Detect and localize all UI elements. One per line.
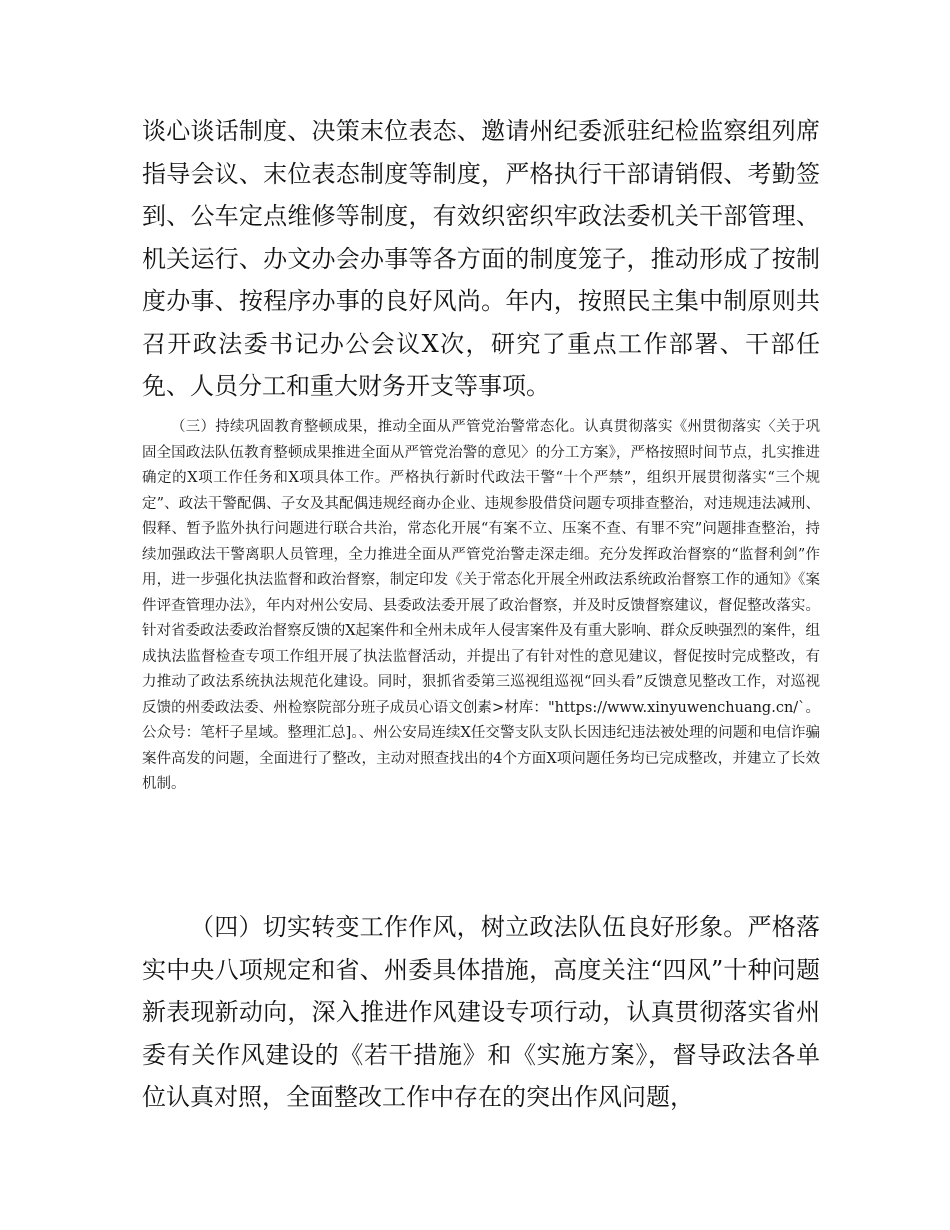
section-three-paragraph: （三）持续巩固教育整顿成果，推动全面从严管党治警常态化。认真贯彻落实《州贯彻落实〈关于巩固全国政法队伍教育整顿成果推进全面从严管党治警的意见〉的分工方案》，严格按照时间节点，扎实推进确定的X项工作任务和X项具体工作。严格执行新时代政法干警“十个严禁”，组织开展贯彻落实“三个规定”、政法干警配偶、子女及其配偶违规经商办企业、违规参股借贷问题专项排查整治，对违规违法减刑、假释、暂予监外执行问题进行联合共治，常态化开展“有案不立、压案不查、有罪不究”问题排查整治，持续加强政法干警离职人员管理，全力推进全面从严管党治警走深走细。充分发挥政治督察的“监督利剑”作用，进一步强化执法监督和政治督察，制定印发《关于常态化开展全州政法系统政治督察工作的通知》《案件评查管理办法》，年内对州公安局、县委政法委开展了政治督察，并及时反馈督察建议，督促整改落实。针对省委政法委政治督察反馈的X起案件和全州未成年人侵害案件及有重大影响、群众反映强烈的案件，组成执法监督检查专项工作组开展了执法监督活动，并提出了有针对性的意见建议，督促按时完成整改，有力推动了政法系统执法规范化建设。同时，狠抓省委第三巡视组巡视“回头看”反馈意见整改工作，对巡视反馈的州委政法委、州检察院部分班子成员心语文创素>材库："https://www.xinyuwenchuang.cn/`。公众号：笔杆子星域。整理汇总]。、州公安局连续X任交警支队支队长因违纪违法被处理的问题和电信诈骗案件高发的问题，全面进行了整改，主动对照查找出的4个方面X项问题任务均已完成整改，并建立了长效机制。 [142,419,820,792]
continuation-paragraph: 谈心谈话制度、决策末位表态、邀请州纪委派驻纪检监察组列席指导会议、末位表态制度等制度，严格执行干部请销假、考勤签到、公车定点维修等制度，有效织密织牢政法委机关干部管理、机关运行、办文办会办事等各方面的制度笼子，推动形成了按制度办事、按程序办事的良好风尚。年内，按照民主集中制原则共召开政法委书记办公会议X次，研究了重点工作部署、干部任免、人员分工和重大财务开支等事项。 [142,117,820,400]
section-four-paragraph: （四）切实转变工作作风，树立政法队伍良好形象。严格落实中央八项规定和省、州委具体措施，高度关注“四风”十种问题新表现新动向，深入推进作风建设专项行动，认真贯彻落实省州委有关作风建设的《若干措施》和《实施方案》，督导政法各单位认真对照，全面整改工作中存在的突出作风问题， [142,913,820,1111]
